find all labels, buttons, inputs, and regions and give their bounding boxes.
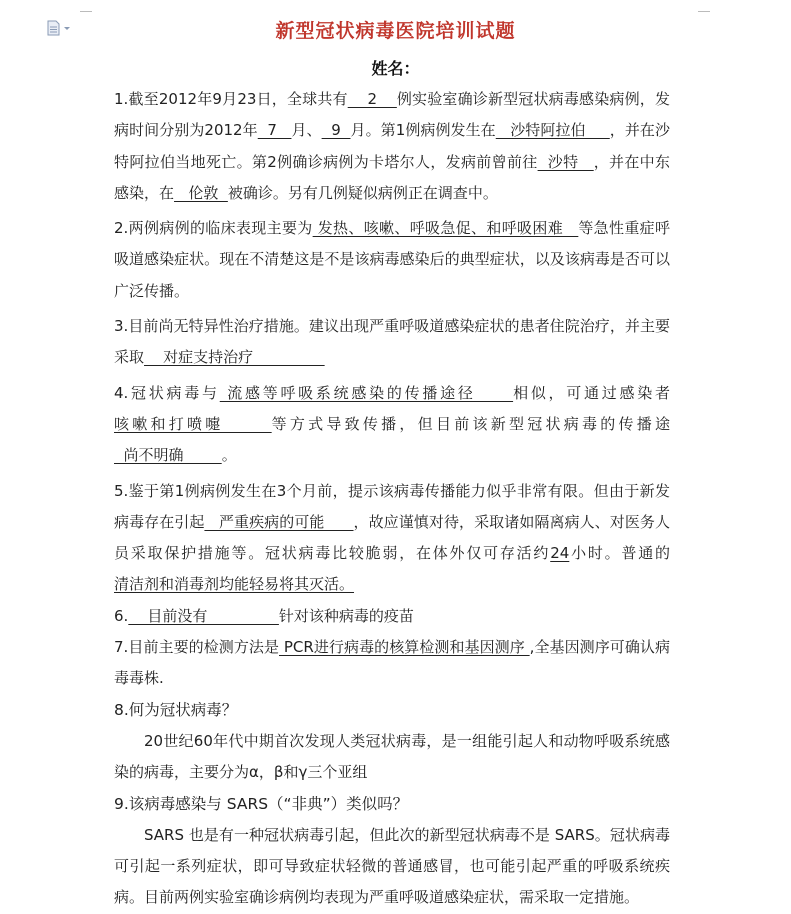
q4-blank-2: 咳嗽和打喷嚏 bbox=[114, 414, 272, 433]
q5-blank-3: 清洁剂和消毒剂均能轻易将其灭活。 bbox=[114, 575, 355, 594]
q7-blank-1: PCR进行病毒的核算检测和基因测序 bbox=[279, 638, 530, 657]
document-title: 新型冠状病毒医院培训试题 bbox=[275, 20, 516, 42]
question-3 bbox=[114, 311, 670, 374]
q1-text-2: 例实验室确诊新型冠状病毒感染病例，发病时间分别为2012年 bbox=[114, 90, 670, 140]
q3-text-1: 3.目前尚无特异性治疗措施。建议出现严重呼吸道感染症状的患者住院治疗，并主要采取 bbox=[114, 317, 670, 367]
q4-text-3: 等方式导致传播，但目前该新型冠状病毒的传播途 bbox=[271, 414, 670, 433]
q2-text-1: 2.两例病例的临床表现主要为 bbox=[114, 219, 313, 238]
q1-text-5: ，并在沙特阿拉伯当地死亡。第2例确诊病例为卡塔尔人，发病前曾前往 bbox=[114, 121, 670, 171]
q5-blank-1: 严重疾病的可能 bbox=[204, 512, 354, 531]
question-5 bbox=[114, 476, 670, 601]
q4-blank-1: 流感等呼吸系统感染的传播途径 bbox=[219, 383, 514, 402]
answer-8: 20世纪60年代中期首次发现人类冠状病毒，是一组能引起人和动物呼吸系统感染的病毒，主要分为α，β和γ三个亚组 bbox=[114, 731, 670, 782]
question-6 bbox=[114, 601, 670, 632]
q1-text-4: 月。第1例病例发生在 bbox=[350, 121, 496, 140]
q1-blank-5: 沙特 bbox=[537, 152, 594, 171]
q7-text-2: ,全基因测序可确认病毒毒株. bbox=[114, 638, 670, 688]
exam-questions bbox=[114, 84, 670, 914]
q6-text-1: 6. bbox=[114, 606, 129, 625]
answer-9: SARS 也是有一种冠状病毒引起，但此次的新型冠状病毒不是 SARS。冠状病毒可引起一系列症状，即可导致症状轻微的普通感冒，也可能引起严重的呼吸系统疾病。目前两例实验室确诊病例均表现为严重呼吸道感染症状，需采取一定措施。 bbox=[114, 825, 670, 907]
q4-text-2: 相似，可通过感染者 bbox=[513, 383, 670, 402]
crop-mark-right bbox=[698, 0, 710, 12]
q4-blank-3: 尚不明确 bbox=[114, 446, 222, 465]
question-2 bbox=[114, 213, 670, 307]
name-field-label: 姓名： bbox=[371, 59, 420, 78]
q6-blank-1: 目前没有 bbox=[128, 606, 279, 625]
question-4 bbox=[114, 378, 670, 472]
q5-text-2: ，故应谨慎对待，采取诸如隔离病人、对医务人员采取保护措施等。冠状病毒比较脆弱，在体外仅可存活约 bbox=[114, 512, 670, 563]
q1-text-3: 月、 bbox=[291, 121, 322, 140]
q1-blank-4: 沙特阿拉伯 bbox=[495, 121, 610, 140]
q5-text-3: 小时。普通的 bbox=[569, 544, 670, 563]
question-9: 9.该病毒感染与 SARS（“非典”）类似吗？ bbox=[114, 794, 409, 813]
question-8: 8.何为冠状病毒？ bbox=[114, 700, 238, 719]
q1-blank-3: 9 bbox=[321, 121, 351, 140]
q1-blank-2: 7 bbox=[257, 121, 292, 140]
q2-blank-1: 发热、咳嗽、呼吸急促、和呼吸困难 bbox=[312, 219, 579, 238]
question-1 bbox=[114, 84, 670, 209]
question-7 bbox=[114, 632, 670, 695]
q1-blank-1: 2 bbox=[347, 90, 397, 108]
q1-text-7: 被确诊。另有几例疑似病例正在调查中。 bbox=[227, 183, 498, 202]
q6-text-2: 针对该种病毒的疫苗 bbox=[278, 606, 414, 625]
q4-text-1: 4.冠状病毒与 bbox=[114, 383, 220, 402]
crop-mark-left bbox=[80, 0, 92, 12]
q1-blank-6: 伦敦 bbox=[174, 183, 228, 202]
q7-text-1: 7.目前主要的检测方法是 bbox=[114, 638, 280, 657]
q4-text-4: 。 bbox=[221, 446, 237, 465]
q1-text-6: ，并在中东感染，在 bbox=[114, 152, 670, 202]
q5-blank-2: 24 bbox=[550, 544, 570, 563]
q5-text-1: 5.鉴于第1例病例发生在3个月前，提示该病毒传播能力似乎非常有限。但由于新发病毒存在引起 bbox=[114, 481, 670, 531]
q1-text-1: 1.截至2012年9月23日，全球共有 bbox=[114, 90, 348, 108]
q3-blank-1: 对症支持治疗 bbox=[144, 348, 325, 367]
q2-text-2: 等急性重症呼吸道感染症状。现在不清楚这是不是该病毒感染后的典型症状，以及该病毒是否可以广泛传播。 bbox=[114, 219, 670, 300]
